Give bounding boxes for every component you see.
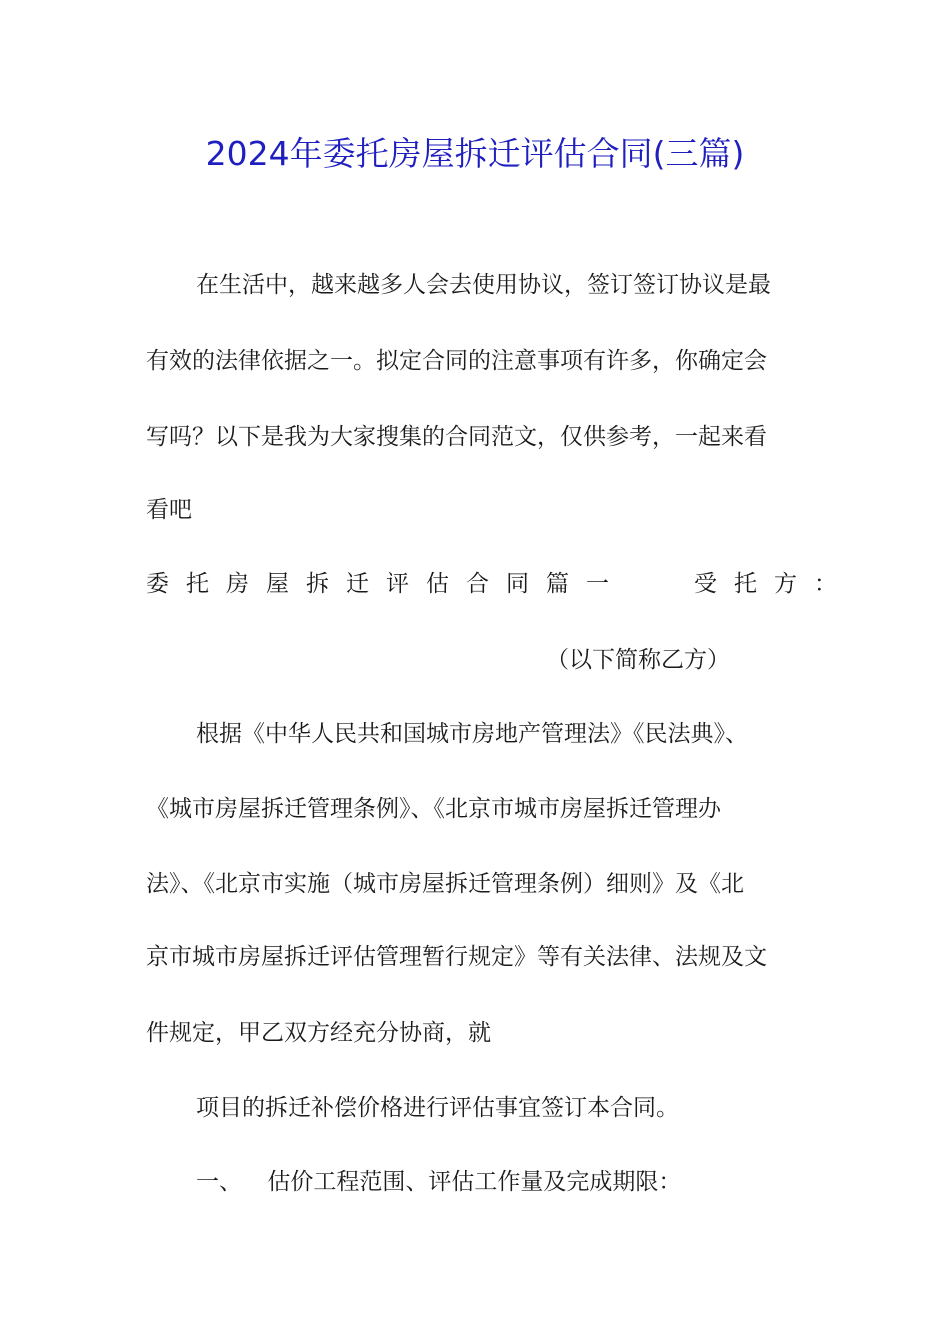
trustee-label: 受托方： bbox=[694, 571, 854, 597]
intro-line: 写吗？以下是我为大家搜集的合同范文，仅供参考，一起来看 bbox=[146, 424, 767, 450]
clause-one-number: 一、 bbox=[196, 1169, 242, 1195]
basis-line: 京市城市房屋拆迁评估管理暂行规定》等有关法律、法规及文 bbox=[146, 944, 767, 970]
basis-line: 法》、《北京市实施（城市房屋拆迁管理条例）细则》及《北 bbox=[146, 871, 744, 897]
basis-line: 件规定，甲乙双方经充分协商，就 bbox=[146, 1020, 491, 1046]
clause-one-text: 估价工程范围、评估工作量及完成期限： bbox=[267, 1169, 682, 1195]
intro-line: 看吧 bbox=[146, 497, 192, 523]
trustee-note: （以下简称乙方） bbox=[546, 647, 730, 673]
document-title: 2024年委托房屋拆迁评估合同(三篇) bbox=[205, 134, 745, 173]
intro-line: 有效的法律依据之一。拟定合同的注意事项有许多，你确定会 bbox=[146, 348, 767, 374]
basis-line: 《城市房屋拆迁管理条例》、《北京市城市房屋拆迁管理办 bbox=[146, 796, 721, 822]
section-heading-row bbox=[146, 569, 854, 599]
section-heading: 委托房屋拆迁评估合同篇一 bbox=[146, 571, 626, 597]
intro-line: 在生活中，越来越多人会去使用协议，签订签订协议是最 bbox=[196, 272, 771, 298]
project-line: 项目的拆迁补偿价格进行评估事宜签订本合同。 bbox=[196, 1095, 679, 1121]
basis-line: 根据《中华人民共和国城市房地产管理法》《民法典》、 bbox=[196, 721, 748, 747]
clause-one bbox=[196, 1167, 876, 1197]
